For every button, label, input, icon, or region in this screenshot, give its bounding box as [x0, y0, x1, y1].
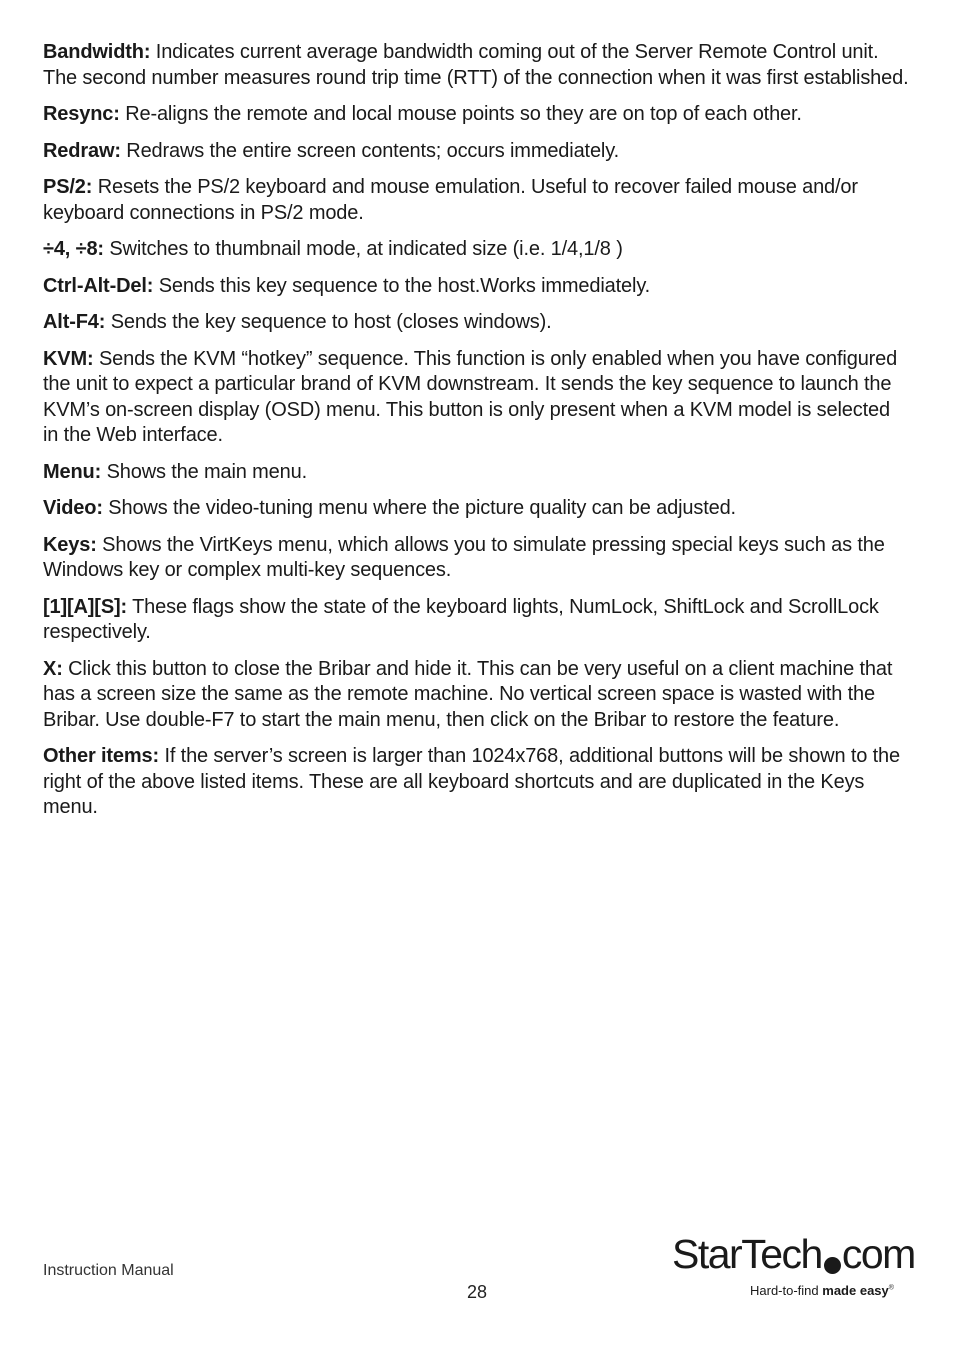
entry-other-items	[43, 744, 909, 821]
entry-thumbnail	[43, 237, 909, 263]
entry-text: Indicates current average bandwidth coming out of the Server Remote Control unit. The second number measures round trip time (RTT) of the connection when it was first established.	[43, 41, 909, 89]
entry-bandwidth	[43, 40, 909, 91]
entry-menu	[43, 460, 909, 486]
entry-ctrl-alt-del	[43, 274, 909, 300]
logo-tagline	[750, 1283, 894, 1298]
logo-tagline-b: made easy	[822, 1283, 889, 1298]
entry-term: [1][A][S]:	[43, 595, 128, 618]
page-number: 28	[466, 1282, 488, 1302]
entry-term: X:	[43, 657, 63, 680]
entry-text: Shows the VirtKeys menu, which allows you to simulate pressing special keys such as the Windows key or complex multi-key sequences.	[43, 533, 885, 581]
logo-dot-icon	[824, 1257, 841, 1274]
entry-video	[43, 496, 909, 522]
entry-term: Alt-F4:	[43, 311, 106, 333]
entry-text: Sends this key sequence to the host.Works immediately.	[158, 274, 651, 297]
entry-text: Click this button to close the Bribar and hide it. This can be very useful on a client machine that has a screen size the same as the remote machine. No vertical screen space is wasted with the Bribar. Use double-F7 to start the main menu, then click on the Bribar to restore the feature.	[43, 657, 893, 731]
registered-mark: ®	[888, 1284, 894, 1292]
entry-term: Video:	[43, 497, 103, 519]
entry-ps2	[43, 175, 909, 226]
entry-term: Menu:	[43, 460, 102, 483]
entry-resync	[43, 102, 909, 128]
entry-kvm	[43, 347, 909, 449]
entry-flags	[43, 595, 909, 646]
entry-term: Redraw:	[43, 139, 121, 162]
logo-tagline-a: Hard-to-find	[750, 1283, 819, 1298]
entry-term: PS/2:	[43, 176, 93, 198]
footer-manual-label: Instruction Manual	[43, 1262, 174, 1279]
logo-brand: StarTech	[672, 1231, 822, 1277]
startech-logo	[672, 1231, 915, 1302]
entry-redraw	[43, 139, 909, 165]
entry-term: Resync:	[43, 103, 120, 125]
entry-term: Other items:	[43, 745, 160, 767]
entry-term: Keys:	[43, 533, 97, 556]
entry-text: Sends the KVM “hotkey” sequence. This function is only enabled when you have configured the unit to expect a particular brand of KVM downstream. It sends the key sequence to launch the KVM’s on-screen display (OSD) menu. This button is only present when a KVM model is selected in the Web interface.	[43, 347, 898, 446]
entry-text: Resets the PS/2 keyboard and mouse emulation. Useful to recover failed mouse and/or keyboard connections in PS/2 mode.	[43, 176, 858, 224]
entry-term: Ctrl-Alt-Del:	[43, 274, 154, 297]
entry-term: KVM:	[43, 347, 94, 370]
document-body	[43, 40, 909, 832]
entry-term: Bandwidth:	[43, 41, 151, 63]
logo-wordmark	[672, 1232, 915, 1276]
entry-text: Shows the main menu.	[106, 460, 308, 483]
entry-text: If the server’s screen is larger than 1024x768, additional buttons will be shown to the right of the above listed items. These are all keyboard shortcuts and are duplicated in the Keys menu.	[43, 745, 900, 818]
entry-text: Shows the video-tuning menu where the picture quality can be adjusted.	[108, 497, 736, 519]
entry-text: Sends the key sequence to host (closes windows).	[110, 311, 552, 333]
entry-text: These flags show the state of the keyboard lights, NumLock, ShiftLock and ScrollLock respectively.	[43, 595, 879, 643]
entry-term: ÷4, ÷8:	[43, 238, 104, 260]
entry-text: Switches to thumbnail mode, at indicated size (i.e. 1/4,1/8 )	[109, 238, 623, 260]
entry-close	[43, 657, 909, 734]
entry-keys	[43, 533, 909, 584]
logo-domain: com	[841, 1231, 915, 1277]
entry-text: Re-aligns the remote and local mouse points so they are on top of each other.	[125, 103, 802, 125]
entry-alt-f4	[43, 310, 909, 336]
entry-text: Redraws the entire screen contents; occurs immediately.	[126, 139, 619, 162]
